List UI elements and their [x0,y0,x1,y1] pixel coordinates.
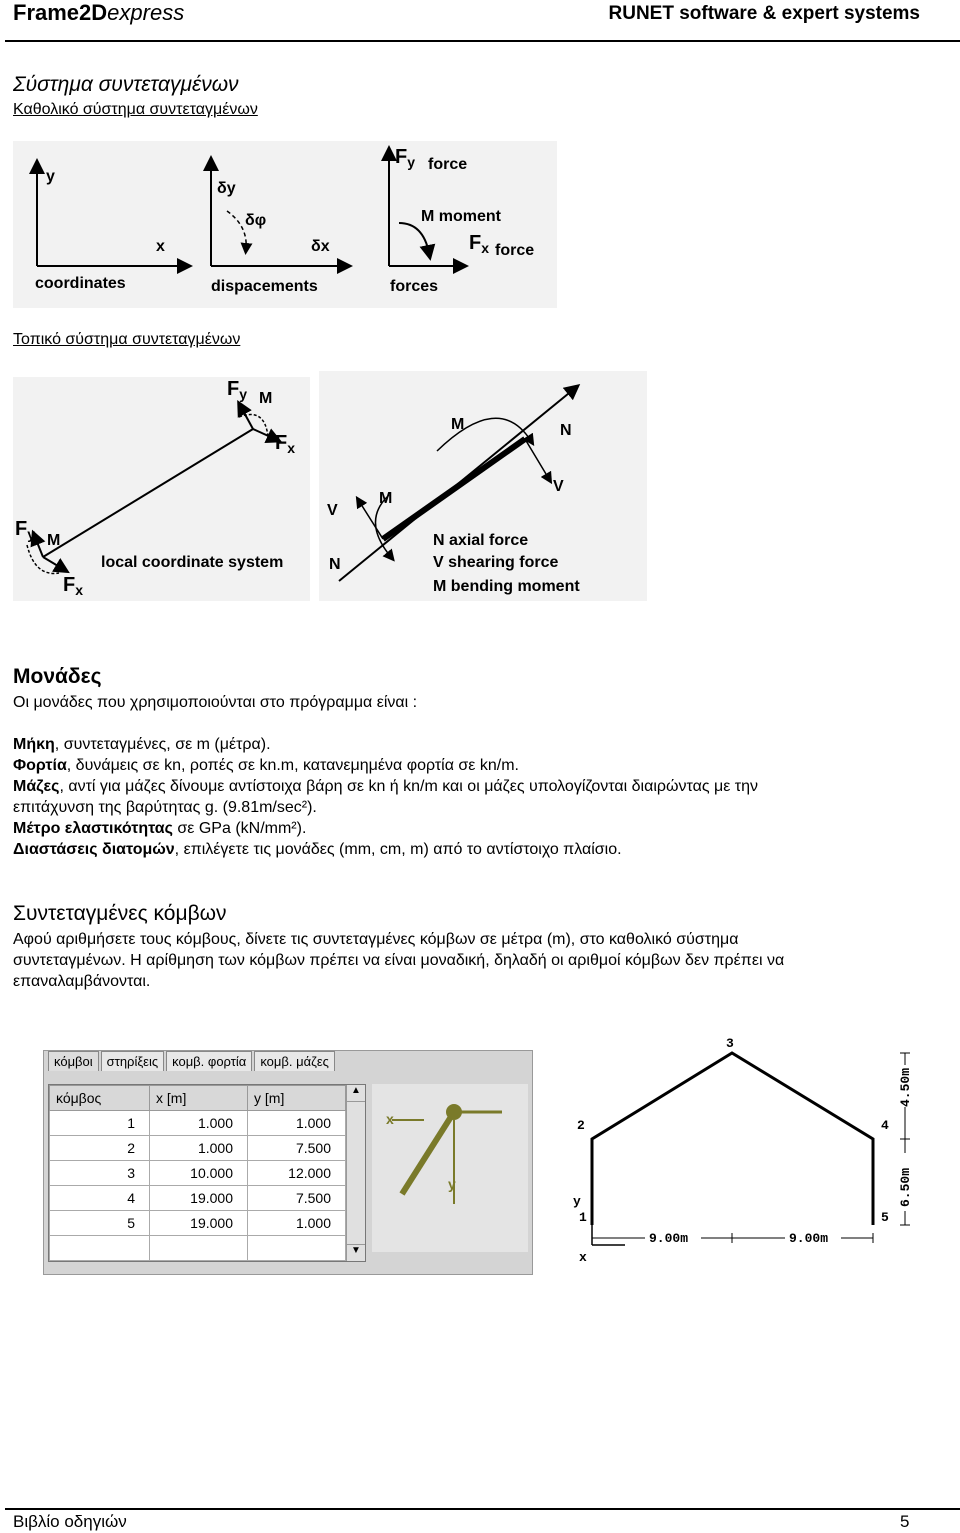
subtitle-global: Καθολικό σύστημα συντεταγμένων [13,101,258,118]
svg-text:Fx: $F_x$ [469,232,490,256]
scroll-down-icon[interactable]: ▼ [347,1244,365,1261]
header-rule [5,40,960,42]
fig1-forces-label: forces [390,278,439,295]
fig2-m-top: M [259,390,273,407]
internal-forces-figure [319,371,647,601]
table-row: 5 19.000 1.000 [50,1211,346,1236]
frame-x-label: x [579,1250,587,1265]
local-coordinate-figure [13,377,310,601]
svg-text:N axial force: N axial force [433,532,529,549]
node-label-1: 1 [579,1210,587,1225]
node-editor-tabs [48,1051,335,1071]
footer-rule [5,1508,960,1510]
fig1-dphi-label: δφ [245,212,267,229]
fig2-caption: local coordinate system [101,554,284,571]
units-item-lengths: Μήκη, συντεταγμένες, σε m (μέτρα). [13,736,271,753]
preview-y-label: y [448,1176,456,1192]
fig2-fy-bottom: F [15,518,28,540]
node-label-5: 5 [881,1210,889,1225]
svg-text:Fx: $F_x$ [63,574,84,598]
frame-dim-v1: 4.50m [898,1067,913,1107]
app-title: Frame2Dexpress [13,0,185,25]
scroll-up-icon[interactable]: ▲ [347,1085,365,1102]
node-label-4: 4 [881,1118,889,1133]
section-title-nodes: Συντεταγμένες κόμβων [13,902,227,925]
units-item-masses: Μάζες, αντί για μάζες δίνουμε αντίστοιχα βάρη σε kn ή kn/m και οι μάζες υπολογίζονται διαιρώντας με την επιτάχυνση της βαρύτητας g. (9.81m/sec²). [13,778,758,816]
units-intro: Οι μονάδες που χρησιμοποιούνται στο πρόγραμμα είναι : [13,694,418,711]
tab-nodes[interactable]: κόμβοι [48,1051,99,1071]
fig1-force1-label: force [428,156,468,173]
fig2-fx-bottom: F [63,574,76,596]
fig1-moment-label: moment [438,208,502,225]
fig2-fx-top: F [275,432,288,454]
fig3-n-left: N [329,556,341,573]
page-number: 5 [900,1512,910,1531]
global-coordinate-figure [13,141,557,308]
section-title-coordinates: Σύστημα συντεταγμένων [13,73,239,96]
fig2-fy-top: F [227,378,240,400]
fig2-m-bottom: M [47,532,61,549]
table-row: 2 1.000 7.500 [50,1136,346,1161]
fig3-n-top: N [560,422,572,439]
tab-supports[interactable]: στηρίξεις [101,1051,164,1071]
section-title-units: Μονάδες [13,665,102,688]
svg-text:M bending moment: M bending moment [433,578,580,595]
fig1-dx-label: δx [311,238,330,255]
subtitle-local: Τοπικό σύστημα συντεταγμένων [13,331,241,348]
svg-text:V shearing force: V shearing force [433,554,559,571]
fig1-displacements-label: dispacements [211,278,318,295]
fig1-fx-label: F [469,232,482,254]
units-list [13,734,943,860]
fig1-y-label: y [46,168,55,185]
units-item-elasticity: Μέτρο ελαστικότητας σε GPa (kN/mm²). [13,820,307,837]
table-row: 3 10.000 12.000 [50,1161,346,1186]
col-header-y: y [m] [248,1086,346,1111]
table-row: 1 1.000 1.000 [50,1111,346,1136]
fig3-m-top: M [451,416,465,433]
fig3-legend-n: axial force [449,532,529,549]
frame-dim-h1: 9.00m [649,1231,689,1246]
preview-x-label: x [386,1111,394,1127]
col-header-x: x [m] [150,1086,248,1111]
node-grid-scrollbar[interactable] [346,1085,365,1261]
node-grid [49,1085,346,1261]
frame-dim-h2: 9.00m [789,1231,829,1246]
col-header-node: κόμβος [50,1086,150,1111]
svg-text:M moment [421,208,502,225]
fig1-coordinates-label: coordinates [35,275,126,292]
node-axis-preview [372,1084,528,1252]
svg-text:Fy: $F_y$ [395,146,416,170]
frame-geometry-figure [565,1035,920,1265]
fig3-legend-v: shearing force [448,554,559,571]
node-grid-container [48,1084,366,1262]
fig3-v-top: V [553,478,564,495]
frame-dim-v2: 6.50m [898,1167,913,1207]
fig1-dy-label: δy [217,180,236,197]
node-editor-panel [43,1050,533,1275]
fig1-m-label: M [421,208,435,225]
footer-title: Βιβλίο οδηγιών [13,1512,127,1531]
svg-text:Fy: $F_y$ [227,378,248,402]
units-item-sections: Διαστάσεις διατομών, επιλέγετε τις μονάδες (mm, cm, m) από το αντίστοιχο πλαίσιο. [13,841,622,858]
node-label-2: 2 [577,1118,585,1133]
company-name: RUNET software & expert systems [608,3,920,24]
fig3-m-left: M [379,490,393,507]
units-item-loads: Φορτία, δυνάμεις σε kn, ροπές σε kn.m, κατανεμημένα φορτία σε kn/m. [13,757,519,774]
frame-y-label: y [573,1194,581,1209]
table-row: 4 19.000 7.500 [50,1186,346,1211]
fig3-legend-m: bending moment [450,578,580,595]
svg-text:Fy: $F_y$ [15,518,36,542]
fig1-fy-label: F [395,146,408,168]
svg-text:Fx: $F_x$ [275,432,296,456]
table-row [50,1236,346,1261]
tab-node-loads[interactable]: κομβ. φορτία [166,1051,252,1071]
nodes-paragraph: Αφού αριθμήσετε τους κόμβους, δίνετε τις συντεταγμένες κόμβων σε μέτρα (m), στο καθολικό σύστημα συντεταγμένων. Η αρίθμηση των κόμβων πρέπει να είναι μοναδική, δηλαδή οι αριθμοί κόμβων δεν πρέπει να επαναλαμβάνονται. [13,931,785,990]
tab-node-masses[interactable]: κομβ. μάζες [254,1051,335,1071]
node-label-3: 3 [726,1036,734,1051]
fig3-v-left: V [327,502,338,519]
fig1-force2-label: force [495,242,535,259]
fig1-x-label: x [156,238,165,255]
